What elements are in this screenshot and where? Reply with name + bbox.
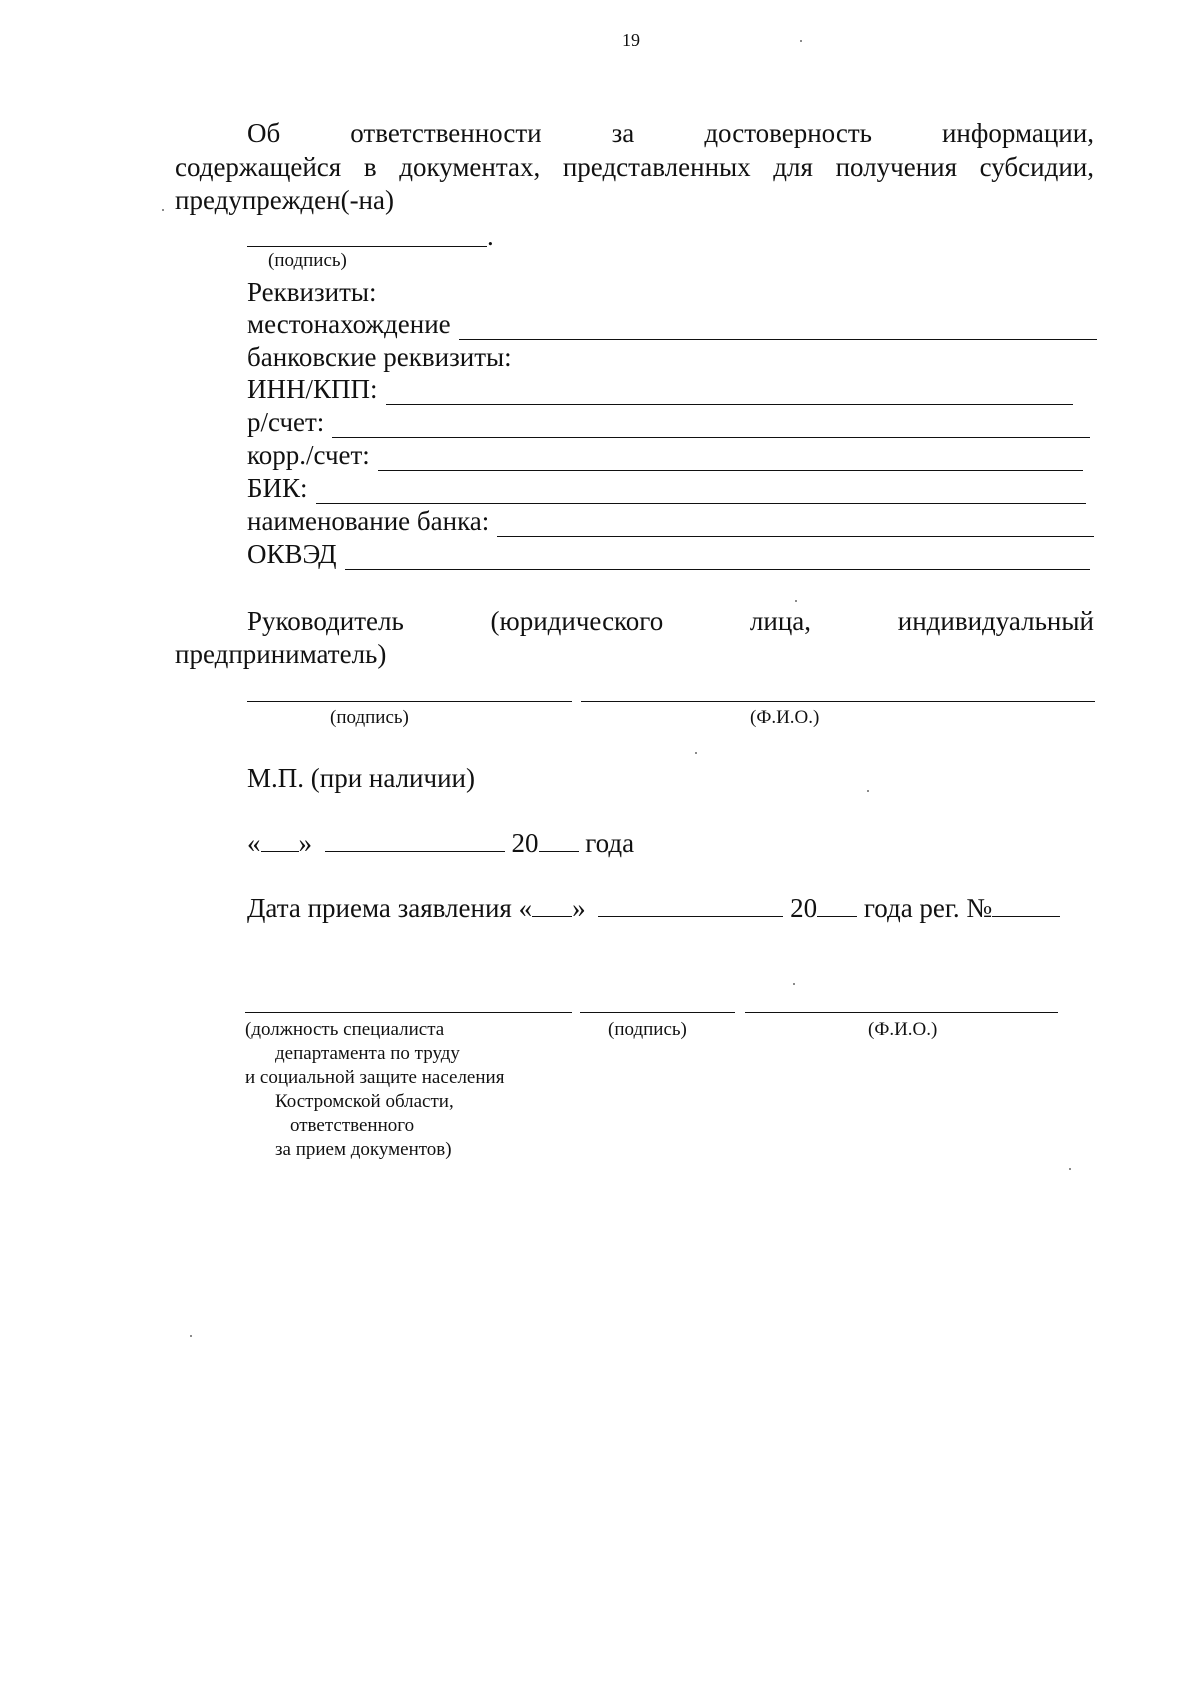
caption-line: департамента по труду (275, 1043, 460, 1064)
warning-signature-caption: (подпись) (268, 250, 347, 271)
warning-signature-period: . (487, 221, 494, 251)
official-signature-line[interactable] (580, 1011, 735, 1013)
head-word: лица, (749, 606, 812, 636)
head-word: Руководитель (247, 606, 404, 636)
bik-label: БИК: (247, 473, 308, 503)
official-fio-caption: (Ф.И.О.) (868, 1019, 938, 1040)
head-signature-caption: (подпись) (330, 707, 409, 728)
caption-line: за прием документов) (275, 1139, 452, 1160)
receipt-day-field[interactable] (532, 890, 572, 917)
warning-line-1 (247, 117, 1094, 149)
registration-number-field[interactable] (992, 890, 1060, 917)
account-field[interactable] (332, 412, 1090, 438)
warning-signature-line[interactable] (247, 245, 487, 247)
scan-speck (800, 40, 802, 42)
caption-line: ответственного (290, 1115, 415, 1136)
okved-row (247, 538, 1090, 570)
receipt-year-suffix: года рег. № (863, 893, 993, 923)
receipt-row (247, 890, 1060, 924)
official-position-line[interactable] (245, 1011, 572, 1013)
warning-word: ответственности (350, 118, 542, 148)
date-day-field[interactable] (261, 825, 299, 852)
warning-line-3: предупрежден(-на) (175, 185, 394, 215)
head-signature-line[interactable] (247, 700, 572, 702)
date-year-suffix: года (585, 828, 635, 858)
page-number: 19 (622, 30, 640, 50)
scan-speck (867, 790, 869, 792)
okved-field[interactable] (345, 544, 1091, 570)
bik-row (247, 472, 1086, 504)
head-line-1 (247, 605, 1094, 637)
account-row (247, 406, 1090, 438)
warning-line-2: содержащейся в документах, представленных для получения субсидии, (175, 152, 1094, 182)
okved-label: ОКВЭД (247, 539, 337, 569)
receipt-month-field[interactable] (598, 890, 783, 917)
bank-name-label: наименование банка: (247, 506, 490, 536)
date-open-quote: « (247, 828, 261, 858)
inn-kpp-label: ИНН/КПП: (247, 374, 378, 404)
inn-kpp-field[interactable] (386, 379, 1073, 405)
official-position-caption (245, 1018, 565, 1162)
corr-account-field[interactable] (378, 445, 1083, 471)
caption-line: (должность специалиста (245, 1019, 445, 1040)
warning-word: за (611, 118, 635, 148)
scan-speck (1069, 1168, 1071, 1170)
corr-account-label: корр./счет: (247, 440, 370, 470)
receipt-year-prefix: 20 (790, 893, 818, 923)
receipt-year-field[interactable] (817, 890, 857, 917)
official-fio-line[interactable] (745, 1011, 1058, 1013)
warning-word: Об (247, 118, 281, 148)
scan-speck (793, 983, 795, 985)
date-year-field[interactable] (539, 825, 579, 852)
scan-speck (162, 209, 164, 211)
stamp-label: М.П. (при наличии) (247, 763, 475, 793)
official-signature-caption: (подпись) (608, 1019, 687, 1040)
location-field[interactable] (459, 314, 1097, 340)
head-word: (юридического (490, 606, 664, 636)
scan-speck (695, 752, 697, 754)
date-month-field[interactable] (325, 825, 505, 852)
date-year-prefix: 20 (511, 828, 539, 858)
date-row (247, 825, 634, 859)
caption-line: и социальной защите населения (245, 1067, 505, 1088)
head-line-2: предприниматель) (175, 639, 387, 669)
date-close-quote: » (298, 828, 312, 858)
receipt-close-quote: » (572, 893, 586, 923)
location-label: местонахождение (247, 309, 451, 339)
location-row (247, 308, 1097, 340)
bank-name-row (247, 505, 1094, 537)
receipt-label: Дата приема заявления « (247, 893, 533, 923)
bik-field[interactable] (316, 478, 1086, 504)
head-word: индивидуальный (897, 606, 1094, 636)
head-fio-caption: (Ф.И.О.) (750, 707, 820, 728)
account-label: р/счет: (247, 407, 325, 437)
inn-kpp-row (247, 373, 1073, 405)
scan-speck (795, 600, 797, 602)
details-heading: Реквизиты: (247, 277, 377, 307)
warning-word: информации, (941, 118, 1094, 148)
scan-speck (190, 1335, 192, 1337)
corr-account-row (247, 439, 1083, 471)
bank-name-field[interactable] (497, 511, 1094, 537)
bank-details-heading: банковские реквизиты: (247, 342, 512, 372)
caption-line: Костромской области, (275, 1091, 454, 1112)
warning-word: достоверность (704, 118, 872, 148)
head-fio-line[interactable] (581, 700, 1095, 702)
